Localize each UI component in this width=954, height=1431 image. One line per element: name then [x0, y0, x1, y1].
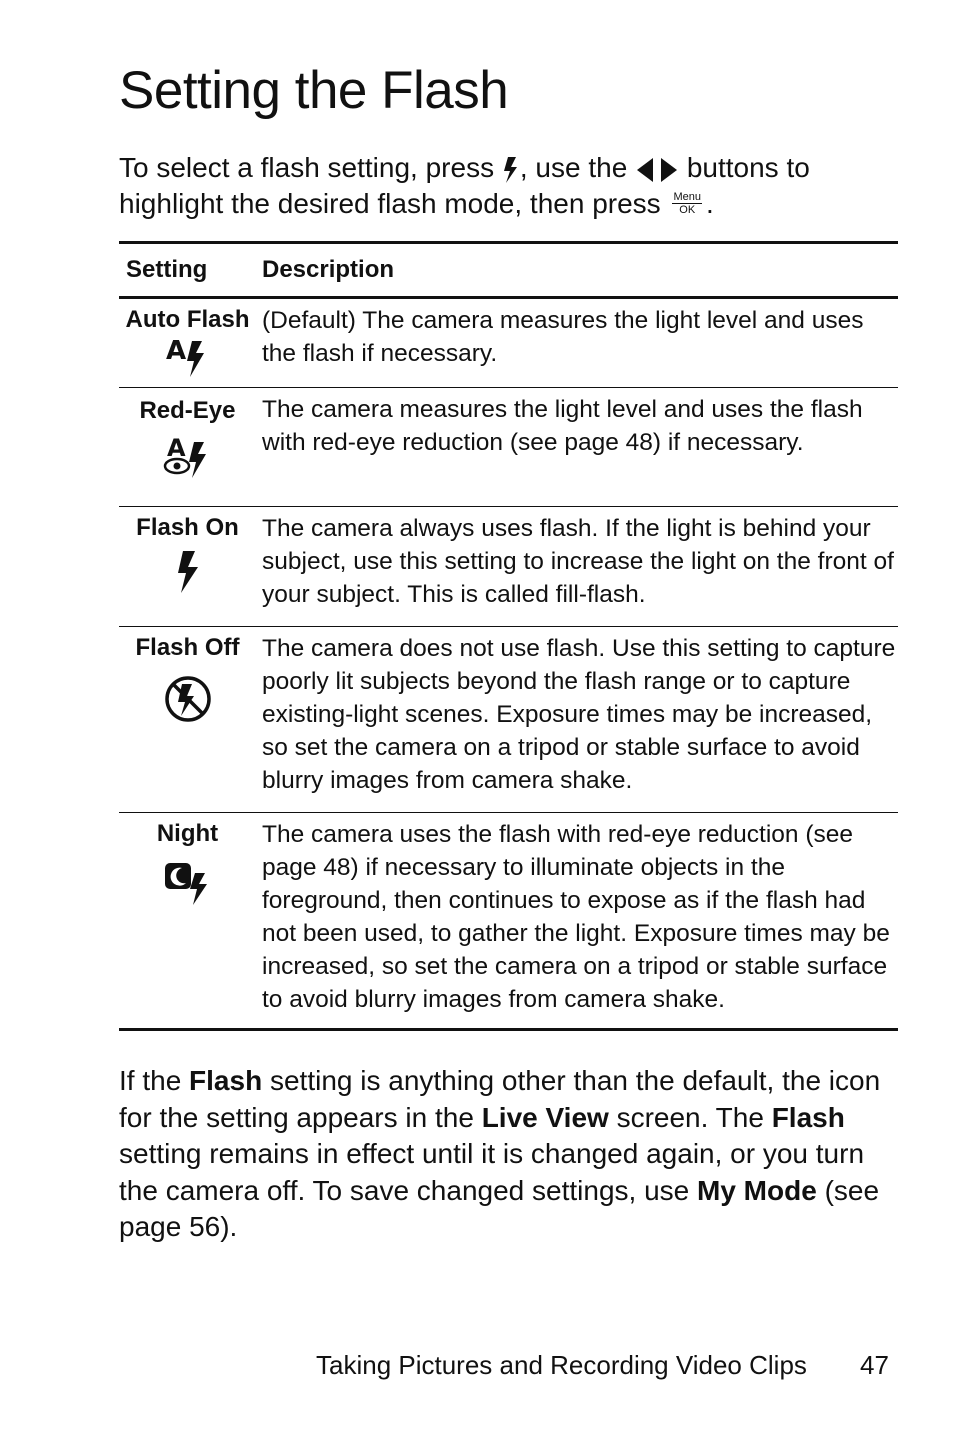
- table-header: [119, 244, 898, 299]
- setting-name: Flash On: [136, 514, 239, 541]
- setting-name: Red-Eye: [139, 397, 236, 424]
- setting-description: The camera uses the flash with red-eye reduction (see page 48) if necessary to illuminate objects in the foreground, then continues to expose as if the flash had not been used, to gather the light. Exposure times may be increased, so set the camera on a tripod or stable surface to avoid blurry images from camera shake.: [262, 821, 890, 1013]
- intro-text-3: buttons to highlight the desired flash mode, then press: [119, 152, 810, 219]
- intro-text-1: To select a flash setting, press: [119, 152, 495, 183]
- flash-on-icon: [173, 549, 203, 595]
- flash-off-icon: [162, 673, 214, 725]
- left-right-arrows-icon: [635, 157, 679, 183]
- outro-bold-live-view: Live View: [481, 1101, 609, 1133]
- outro-paragraph: [119, 1063, 894, 1246]
- table-row: [119, 812, 898, 1028]
- menu-label: Menu: [673, 191, 701, 204]
- outro-bold-my-mode: My Mode: [697, 1174, 817, 1206]
- table-row: [119, 626, 898, 812]
- page-title: Setting the Flash: [119, 61, 509, 120]
- outro-text-3: screen. The: [616, 1101, 764, 1133]
- intro-text-2: , use the: [519, 152, 628, 183]
- outro-bold-flash: Flash: [189, 1065, 263, 1096]
- setting-description: The camera does not use flash. Use this setting to capture poorly lit subjects beyond the flash range or to capture existing-light scenes. Exposure times may be increased, so set the camera on a tripod or stable surface to avoid blurry images from camera shake.: [262, 635, 896, 794]
- table-row: [119, 506, 898, 626]
- flash-button-icon: [502, 155, 520, 185]
- night-icon: [160, 857, 216, 907]
- table-row: [119, 387, 898, 506]
- footer-chapter: Taking Pictures and Recording Video Clips: [316, 1350, 807, 1380]
- outro-bold-flash-2: Flash: [771, 1101, 845, 1133]
- setting-description: (Default) The camera measures the light level and uses the flash if necessary.: [262, 307, 864, 367]
- header-setting: Setting: [126, 256, 208, 283]
- setting-description: The camera measures the light level and uses the flash with red-eye reduction (see page 48) if necessary.: [262, 396, 863, 456]
- intro-paragraph: [119, 150, 859, 222]
- flash-settings-table: [119, 241, 898, 1031]
- menu-ok-icon: [672, 191, 702, 216]
- svg-text:A: A: [166, 434, 186, 462]
- setting-name: Flash Off: [135, 634, 240, 661]
- header-description: Description: [262, 256, 395, 283]
- intro-text-4: .: [705, 188, 714, 219]
- footer-page-number: 47: [860, 1350, 889, 1380]
- outro-text-5: (see page 56).: [119, 1174, 880, 1242]
- auto-flash-icon: [162, 335, 214, 379]
- ok-label: OK: [679, 204, 696, 217]
- setting-name: Night: [156, 820, 219, 847]
- outro-text-1: If the: [119, 1065, 182, 1096]
- outro-text-2: setting is anything other than the default, the icon for the setting appears in the: [119, 1065, 881, 1133]
- outro-text-4: setting remains in effect until it is changed again, or you turn the camera off. To save changed settings, use: [119, 1138, 865, 1206]
- setting-name: Auto Flash: [125, 306, 250, 333]
- setting-description: The camera always uses flash. If the light is behind your subject, use this setting to increase the light on the front of your subject. This is called fill-flash.: [262, 515, 894, 608]
- svg-text:A: A: [165, 336, 186, 366]
- red-eye-icon: [161, 430, 215, 484]
- table-row: [119, 299, 898, 387]
